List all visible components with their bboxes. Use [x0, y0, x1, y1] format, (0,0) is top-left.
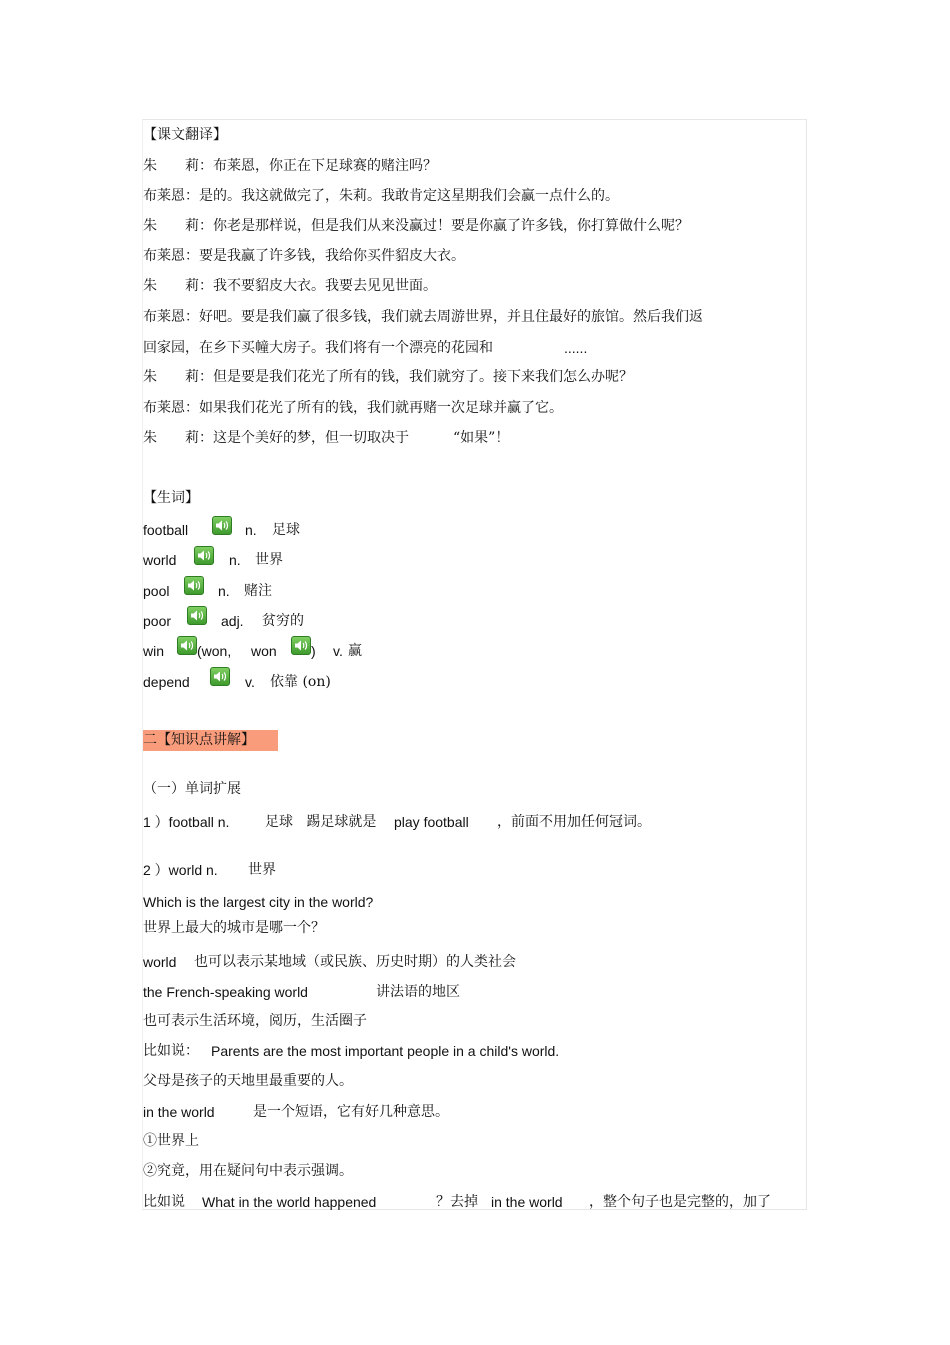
vocab-word: football — [143, 522, 189, 538]
vocab-past-participle: won — [251, 643, 277, 659]
vocab-pos: v. — [333, 643, 343, 659]
speaker-brian: 布莱恩： — [143, 400, 199, 416]
vocab-word: win — [143, 643, 165, 659]
line-text: 我不要貂皮大衣。我要去见见世面。 — [213, 278, 437, 294]
knowledge-heading: 二【知识点讲解】 — [143, 732, 255, 748]
point-1-note: ，前面不用加任何冠词。 — [497, 814, 651, 830]
ellipsis: ...... — [564, 340, 588, 356]
point-1-phrase: play football — [394, 814, 469, 830]
vocab-meaning: 世界 — [255, 552, 283, 568]
vocab-pos: v. — [245, 674, 255, 690]
vocab-word: pool — [143, 583, 170, 599]
vocab-heading: 【生词】 — [143, 490, 199, 506]
speaker-icon[interactable] — [177, 636, 197, 655]
speaker-julie: 朱 莉： — [143, 430, 213, 446]
line-text: 这是个美好的梦，但一切取决于 — [213, 430, 409, 446]
dialogue-line — [143, 217, 689, 235]
line-text: 如果我们花光了所有的钱，我们就再赌一次足球并赢了它。 — [199, 400, 563, 416]
speaker-brian: 布莱恩： — [143, 188, 199, 204]
term-explanation: 讲法语的地区 — [376, 984, 460, 1000]
speaker-julie: 朱 莉： — [143, 218, 213, 234]
line-text: 要是我赢了许多钱，我给你买件貂皮大衣。 — [199, 248, 465, 264]
speaker-icon[interactable] — [187, 606, 207, 625]
vocab-pos: n. — [218, 583, 230, 599]
if-quote: “如果”！ — [453, 430, 510, 446]
term: in the world — [491, 1194, 563, 1210]
dialogue-line — [143, 308, 703, 326]
vocab-word: poor — [143, 613, 172, 629]
speaker-icon[interactable] — [184, 576, 204, 595]
dialogue-line — [143, 277, 437, 295]
dialogue-line-cont: 回家园，在乡下买幢大房子。我们将有一个漂亮的花园和 — [143, 340, 493, 356]
paragraph: 也可表示生活环境，阅历，生活圈子 — [143, 1013, 367, 1029]
point-1-label: 1 ）football n. — [143, 814, 230, 830]
term: world — [143, 954, 177, 970]
example-en: Parents are the most important people in a child's world. — [211, 1043, 560, 1059]
line-text: 布莱恩，你正在下足球赛的赌注吗？ — [213, 158, 437, 174]
subheading: （一）单词扩展 — [143, 781, 241, 797]
speaker-julie: 朱 莉： — [143, 158, 213, 174]
example-label: 比如说： — [143, 1043, 199, 1059]
speaker-icon[interactable] — [194, 546, 214, 565]
meaning-2: ②究竟，用在疑问句中表示强调。 — [143, 1163, 353, 1179]
speaker-icon[interactable] — [212, 516, 232, 535]
term: the French-speaking world — [143, 984, 308, 1000]
dialogue-line — [143, 368, 633, 386]
vocab-pos: n. — [245, 522, 257, 538]
point-2-label: 2 ）world n. — [143, 862, 218, 878]
dialogue-line — [143, 187, 619, 205]
vocab-close-paren: ) — [311, 643, 316, 659]
example-zh: 父母是孩子的天地里最重要的人。 — [143, 1073, 353, 1089]
dialogue-line — [143, 429, 409, 447]
dialogue-line — [143, 247, 465, 265]
example-zh: 世界上最大的城市是哪一个？ — [143, 920, 325, 936]
paragraph: ？去掉 — [436, 1194, 478, 1210]
line-text: 但是要是我们花光了所有的钱，我们就穷了。接下来我们怎么办呢？ — [213, 369, 633, 385]
dialogue-line — [143, 157, 437, 175]
vocab-word: depend — [143, 674, 190, 690]
term-explanation: 是一个短语，它有好几种意思。 — [253, 1104, 449, 1120]
line-text: 是的。我这就做完了，朱莉。我敢肯定这星期我们会赢一点什么的。 — [199, 188, 619, 204]
vocab-meaning: 依靠 (on) — [270, 674, 331, 690]
speaker-julie: 朱 莉： — [143, 369, 213, 385]
vocab-meaning: 贫穷的 — [262, 613, 304, 629]
vocab-word: world — [143, 552, 177, 568]
vocab-meaning: 足球 — [272, 522, 300, 538]
example-en: Which is the largest city in the world? — [143, 894, 374, 910]
meaning-1: ①世界上 — [143, 1133, 199, 1149]
point-1-text: 足球 踢足球就是 — [265, 814, 377, 830]
speaker-brian: 布莱恩： — [143, 248, 199, 264]
vocab-meaning: 赌注 — [244, 583, 272, 599]
translation-heading: 【课文翻译】 — [143, 127, 227, 143]
term-explanation: 也可以表示某地域（或民族、历史时期）的人类社会 — [194, 954, 516, 970]
line-text: 好吧。要是我们赢了很多钱，我们就去周游世界，并且住最好的旅馆。然后我们返 — [199, 309, 703, 325]
vocab-pos: adj. — [221, 613, 244, 629]
speaker-icon[interactable] — [210, 667, 230, 686]
example-en: What in the world happened — [202, 1194, 377, 1210]
line-text: 你老是那样说，但是我们从来没赢过！要是你赢了许多钱，你打算做什么呢？ — [213, 218, 689, 234]
vocab-meaning: 赢 — [348, 643, 362, 659]
vocab-past-tense: (won, — [197, 643, 232, 659]
point-2-text: 世界 — [248, 862, 276, 878]
speaker-icon[interactable] — [291, 636, 311, 655]
vocab-pos: n. — [229, 552, 241, 568]
speaker-julie: 朱 莉： — [143, 278, 213, 294]
speaker-brian: 布莱恩： — [143, 309, 199, 325]
paragraph: ，整个句子也是完整的，加了 — [589, 1194, 771, 1210]
example-label: 比如说 — [143, 1194, 185, 1210]
dialogue-line — [143, 399, 563, 417]
term: in the world — [143, 1104, 215, 1120]
